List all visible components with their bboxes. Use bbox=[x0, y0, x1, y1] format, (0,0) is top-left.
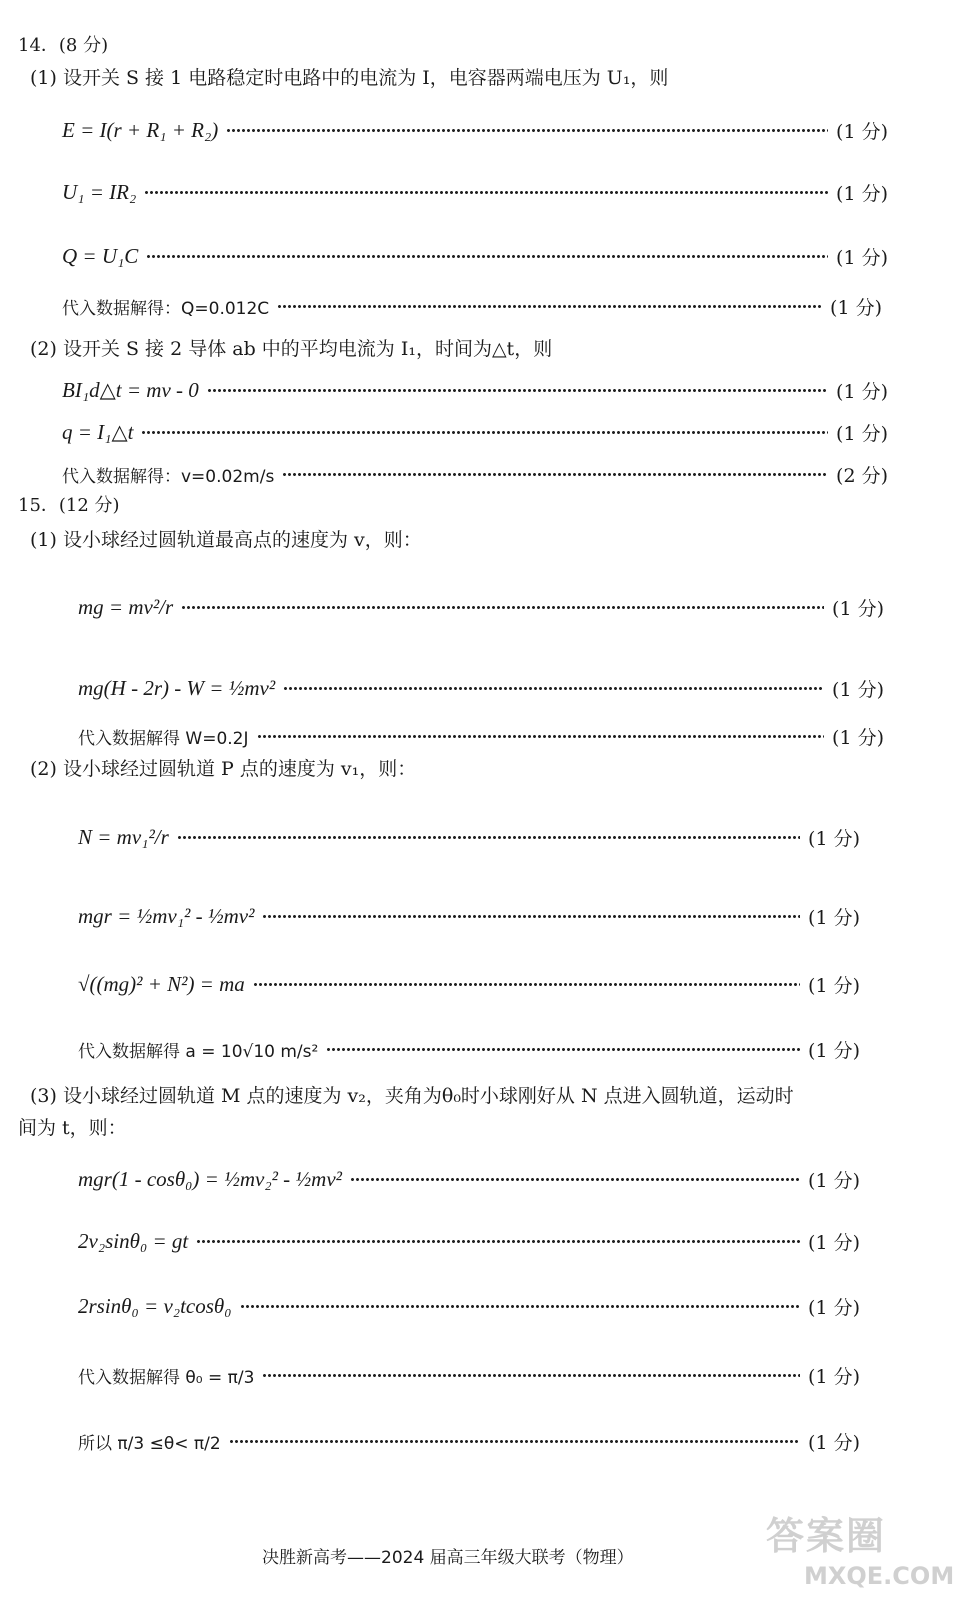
leader-dots bbox=[144, 190, 828, 195]
formula: mgr = ½mv₁² - ½mv² bbox=[78, 903, 255, 928]
q14-header: 14．(8 分) bbox=[18, 35, 109, 56]
points: (1 分) bbox=[836, 120, 888, 143]
formula: √((mg)² + N²) = ma bbox=[78, 971, 245, 996]
q14-part1-intro: (1) 设开关 S 接 1 电路稳定时电路中的电流为 I，电容器两端电压为 U₁，则 bbox=[30, 67, 669, 89]
leader-dots bbox=[253, 982, 800, 987]
q14-eq-1 bbox=[62, 115, 888, 145]
q14-result-1 bbox=[62, 291, 882, 321]
q15-eq-8 bbox=[78, 1291, 860, 1321]
points: (1 分) bbox=[808, 1296, 860, 1319]
q15-result-1 bbox=[78, 721, 884, 751]
leader-dots bbox=[146, 254, 828, 259]
q14-eq-3 bbox=[62, 241, 888, 271]
formula: 代入数据解得 W=0.2J bbox=[78, 728, 249, 749]
formula: mg(H - 2r) - W = ½mv² bbox=[78, 675, 276, 700]
formula: BI₁d△t = mv - 0 bbox=[62, 377, 199, 402]
points: (1 分) bbox=[832, 726, 884, 749]
q15-eq-7 bbox=[78, 1226, 860, 1256]
formula: N = mv₁²/r bbox=[78, 824, 169, 849]
points: (1 分) bbox=[830, 296, 882, 319]
q15-eq-6 bbox=[78, 1164, 860, 1194]
formula: 2rsinθ₀ = v₂tcosθ₀ bbox=[78, 1293, 232, 1318]
leader-dots bbox=[350, 1177, 800, 1182]
points: (1 分) bbox=[808, 906, 860, 929]
formula: q = I₁△t bbox=[62, 419, 134, 444]
q15-part3-intro-a: (3) 设小球经过圆轨道 M 点的速度为 v₂，夹角为θ₀时小球刚好从 N 点进入圆轨道，运动时 bbox=[30, 1085, 794, 1107]
points: (1 分) bbox=[808, 1365, 860, 1388]
points: (1 分) bbox=[808, 974, 860, 997]
points: (2 分) bbox=[836, 464, 888, 487]
leader-dots bbox=[262, 914, 800, 919]
points: (1 分) bbox=[808, 1431, 860, 1454]
formula: 代入数据解得：v=0.02m/s bbox=[62, 466, 275, 487]
formula: 代入数据解得：Q=0.012C bbox=[62, 298, 270, 319]
q15-header: 15．(12 分) bbox=[18, 495, 120, 516]
leader-dots bbox=[207, 388, 828, 393]
points: (1 分) bbox=[808, 827, 860, 850]
leader-dots bbox=[282, 472, 828, 477]
points: (1 分) bbox=[808, 1231, 860, 1254]
leader-dots bbox=[257, 734, 825, 739]
formula: U₁ = IR₂ bbox=[62, 179, 137, 204]
leader-dots bbox=[177, 835, 800, 840]
points: (1 分) bbox=[808, 1169, 860, 1192]
q14-eq-5 bbox=[62, 417, 888, 447]
q15-eq-4 bbox=[78, 901, 860, 931]
watermark-logo bbox=[766, 1505, 954, 1595]
q15-part3-intro-b: 间为 t，则： bbox=[18, 1117, 127, 1139]
formula: 代入数据解得 a = 10√10 m/s² bbox=[78, 1041, 319, 1062]
q15-part2-intro: (2) 设小球经过圆轨道 P 点的速度为 v₁，则： bbox=[30, 758, 417, 780]
q15-eq-1 bbox=[78, 592, 884, 622]
q15-conclusion bbox=[78, 1426, 860, 1456]
watermark-text: 答案圈 bbox=[766, 1514, 887, 1558]
points: (1 分) bbox=[836, 182, 888, 205]
points: (1 分) bbox=[832, 678, 884, 701]
formula: mg = mv²/r bbox=[78, 594, 174, 619]
leader-dots bbox=[277, 304, 822, 309]
q14-eq-4 bbox=[62, 375, 888, 405]
points: (1 分) bbox=[832, 597, 884, 620]
q15-eq-2 bbox=[78, 673, 884, 703]
leader-dots bbox=[229, 1439, 800, 1444]
formula: E = I(r + R₁ + R₂) bbox=[62, 117, 219, 142]
formula: 2v₂sinθ₀ = gt bbox=[78, 1228, 189, 1253]
leader-dots bbox=[141, 430, 828, 435]
q15-eq-3 bbox=[78, 822, 860, 852]
formula: 所以 π/3 ≤θ< π/2 bbox=[78, 1433, 221, 1454]
leader-dots bbox=[181, 605, 824, 610]
leader-dots bbox=[283, 686, 824, 691]
q14-eq-2 bbox=[62, 177, 888, 207]
points: (1 分) bbox=[836, 246, 888, 269]
formula: 代入数据解得 θ₀ = π/3 bbox=[78, 1367, 255, 1388]
watermark-url: MXQE.COM bbox=[804, 1562, 954, 1590]
points: (1 分) bbox=[836, 380, 888, 403]
formula: mgr(1 - cosθ₀) = ½mv₂² - ½mv² bbox=[78, 1166, 342, 1191]
q15-part1-intro: (1) 设小球经过圆轨道最高点的速度为 v，则： bbox=[30, 529, 422, 551]
q15-eq-5 bbox=[78, 969, 860, 999]
q15-result-3 bbox=[78, 1360, 860, 1390]
points: (1 分) bbox=[808, 1039, 860, 1062]
leader-dots bbox=[196, 1239, 800, 1244]
page-footer: 决胜新高考——2024 届高三年级大联考（物理） bbox=[262, 1548, 634, 1568]
leader-dots bbox=[240, 1304, 800, 1309]
q15-result-2 bbox=[78, 1034, 860, 1064]
formula: Q = U₁C bbox=[62, 243, 139, 268]
leader-dots bbox=[262, 1373, 800, 1378]
leader-dots bbox=[226, 128, 828, 133]
leader-dots bbox=[326, 1047, 800, 1052]
points: (1 分) bbox=[836, 422, 888, 445]
q14-result-2 bbox=[62, 459, 888, 489]
q14-part2-intro: (2) 设开关 S 接 2 导体 ab 中的平均电流为 I₁，时间为△t，则 bbox=[30, 338, 553, 360]
